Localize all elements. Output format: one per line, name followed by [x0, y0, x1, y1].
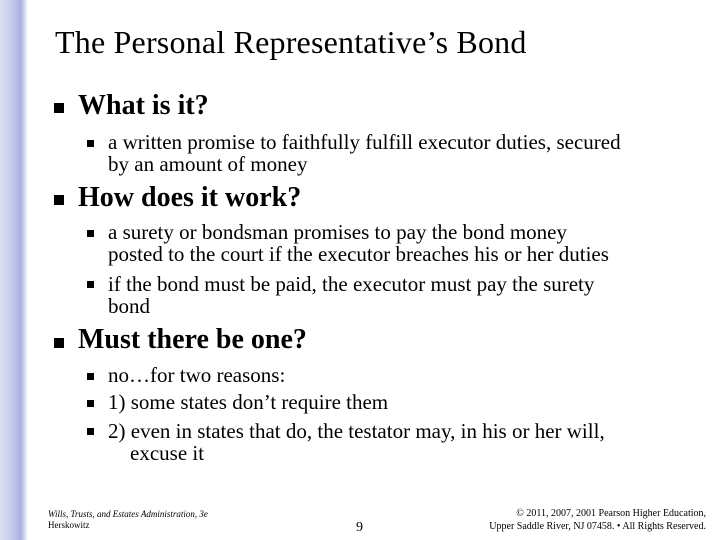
bullet-square-icon [87, 140, 94, 147]
list-item-line: 1) some states don’t require them [108, 390, 389, 414]
list-item-line: a written promise to faithfully fulfill executor duties, secured [108, 130, 621, 154]
footer-book-title: Wills, Trusts, and Estates Administration, 3e [48, 509, 208, 519]
bullet-square-icon [87, 400, 94, 407]
list-item-line: if the bond must be paid, the executor must pay the surety [108, 272, 595, 296]
page-number: 9 [356, 520, 363, 535]
list-item-line: no…for two reasons: [108, 363, 286, 387]
list-item [108, 221, 708, 265]
footer-copyright [489, 507, 706, 533]
section-heading-what: What is it? [78, 90, 209, 121]
bullet-square-icon [87, 428, 94, 435]
section-heading-how: How does it work? [78, 182, 302, 213]
bullet-square-icon [87, 373, 94, 380]
bullet-square-icon [54, 338, 64, 348]
bullet-square-icon [87, 230, 94, 237]
footer-address-line: Upper Saddle River, NJ 07458. • All Rights Reserved. [489, 521, 706, 532]
list-item-line: posted to the court if the executor breaches his or her duties [108, 242, 609, 266]
list-item [108, 364, 708, 386]
footer-citation [48, 509, 208, 531]
section-heading-must: Must there be one? [78, 324, 307, 355]
footer-copyright-line: © 2011, 2007, 2001 Pearson Higher Education, [516, 508, 706, 519]
list-item [108, 131, 708, 175]
footer-author: Herskowitz [48, 520, 90, 530]
list-item-line: 2) even in states that do, the testator may, in his or her will, [108, 419, 605, 443]
list-item-line: a surety or bondsman promises to pay the bond money [108, 220, 568, 244]
list-item-line: by an amount of money [108, 152, 308, 176]
list-item-line: bond [108, 294, 150, 318]
bullet-square-icon [54, 195, 64, 205]
slide-title: The Personal Representative’s Bond [55, 24, 527, 60]
bullet-square-icon [87, 281, 94, 288]
list-item [108, 420, 708, 464]
list-item-line: excuse it [130, 441, 205, 465]
list-item [108, 273, 708, 317]
bullet-square-icon [54, 103, 64, 113]
list-item [108, 391, 708, 413]
decorative-sidebar [0, 0, 28, 540]
